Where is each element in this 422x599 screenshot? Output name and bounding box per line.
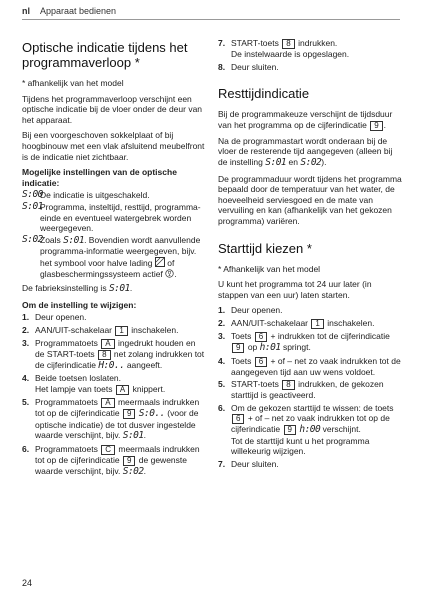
list-item: 1. Deur openen. <box>22 312 87 323</box>
key-label: 9 <box>370 121 382 131</box>
paragraph: Tijdens het programmaverloop verschijnt een optische indicatie bij de vloer onder de deur van het apparaat. <box>22 93 203 125</box>
display-code: S:01 <box>122 430 144 442</box>
list-item: 5. START-toets 8 indrukken, de gekozen starttijd is geactiveerd. <box>218 379 384 401</box>
section-title: Apparaat bedienen <box>40 6 117 16</box>
setting-item <box>22 190 206 201</box>
display-code: S:02 <box>22 233 43 245</box>
list-item: 7. Deur sluiten. <box>218 459 279 470</box>
list-item: 3. Programmatoets A ingedrukt houden en de START-toets 8 net zolang indrukken tot de cijferindicatie H:0.. aangeeft. <box>22 337 205 371</box>
asterisk-note: * Afhankelijk van het model <box>218 263 321 274</box>
key-label: 9 <box>284 425 296 435</box>
optical-indication-title: Optische indicatie tijdens het programmaverloop * <box>22 40 188 70</box>
list-item: 7. START-toets 8 indrukken. De instelwaarde is opgeslagen. <box>218 38 350 59</box>
start-steps <box>218 305 402 469</box>
half-load-icon <box>155 257 165 267</box>
key-label: 1 <box>311 319 323 329</box>
display-code: S:0.. <box>138 408 165 420</box>
change-steps-continued <box>218 38 402 72</box>
right-column <box>218 38 402 475</box>
factory-setting: De fabrieksinstelling is S:01. <box>22 283 133 295</box>
list-item: 2. AAN/UIT-schakelaar 1 inschakelen. <box>218 317 375 328</box>
key-label: 6 <box>255 357 267 367</box>
display-code: h:00 <box>299 424 321 436</box>
asterisk-note: * afhankelijk van het model <box>22 78 124 88</box>
list-item: 6. Programmatoets C meermaals indrukken tot op de cijferindicatie 9 de gewenste waarde verschijnt, bijv. S:02. <box>22 443 200 477</box>
setting-text: Zoals S:01. Bovendien wordt aanvullende programma-informatie weergegeven, bijv. het symbool voor halve lading of glasbeschermingssysteem actief . <box>40 234 201 279</box>
display-code: S:01 <box>63 234 85 246</box>
key-label: 8 <box>282 380 294 390</box>
list-item: 1. Deur openen. <box>218 305 283 316</box>
key-label: 1 <box>115 326 127 336</box>
page-header <box>22 6 116 16</box>
left-column <box>22 40 206 482</box>
paragraph: Na de programmastart wordt onderaan bij de vloer de resterende tijd aangegeven (alleen bij de instelling S:01 en S:02). <box>218 135 393 168</box>
display-code: S:00 <box>22 189 43 201</box>
settings-list <box>22 190 206 279</box>
start-time-title: Starttijd kiezen * <box>218 240 312 256</box>
setting-item <box>22 202 206 234</box>
list-item: 5. Programmatoets A meermaals indrukken tot op de cijferindicatie 9 S:0.. (voor de optische indicatie) de tot dusver ingestelde waarde verschijnt, bijv. S:01. <box>22 397 200 442</box>
key-label: 9 <box>123 456 135 466</box>
key-label: A <box>101 398 114 408</box>
display-code: S:01 <box>22 200 43 212</box>
language-code: nl <box>22 6 30 16</box>
key-label: A <box>101 339 114 349</box>
rest-time-title: Resttijdindicatie <box>218 86 310 102</box>
setting-text: De indicatie is uitgeschakeld. <box>40 190 150 201</box>
change-steps <box>22 312 206 477</box>
key-label: 9 <box>232 343 244 353</box>
glass-protection-icon <box>165 269 174 279</box>
page-number: 24 <box>22 578 33 588</box>
list-item: 2. AAN/UIT-schakelaar 1 inschakelen. <box>22 324 179 335</box>
paragraph: U kunt het programma tot 24 uur later (in stappen van een uur) laten starten. <box>218 279 372 300</box>
key-label: C <box>101 445 115 455</box>
key-label: 8 <box>282 39 294 49</box>
list-item: 8. Deur sluiten. <box>218 61 279 72</box>
header-divider <box>22 19 400 20</box>
key-label: 6 <box>232 414 244 424</box>
setting-item <box>22 235 206 279</box>
paragraph: De programmaduur wordt tijdens het programma bepaald door de temperatuur van het water, de hoeveelheid serviesgoed en de mate van vervuiling en kan (afhankelijk van het gekozen programma) variëren. <box>218 173 402 226</box>
setting-text: Programma, insteltijd, resttijd, programma-einde en eventueel watergebrek worden weergegeven. <box>40 201 201 234</box>
display-code: h:01 <box>259 341 281 353</box>
display-code: S:01 <box>108 283 130 295</box>
key-label: A <box>116 385 129 395</box>
key-label: 9 <box>123 409 135 419</box>
list-item: 4. Toets 6 + of – net zo vaak indrukken tot de aangegeven tijd aan uw wens voldoet. <box>218 355 401 377</box>
key-label: 6 <box>255 332 267 342</box>
display-code: S:02 <box>122 465 144 477</box>
key-label: 8 <box>98 350 110 360</box>
settings-heading: Mogelijke instellingen van de optische indicatie: <box>22 167 177 188</box>
list-item: 4. Beide toetsen loslaten. Het lampje van toets A knippert. <box>22 373 166 395</box>
list-item: 3. Toets 6 + indrukken tot de cijferindicatie 9 op h:01 springt. <box>218 330 390 353</box>
display-code: H:0.. <box>98 359 125 371</box>
change-heading: Om de instelling te wijzigen: <box>22 299 137 310</box>
display-code: S:01 <box>265 156 287 168</box>
list-item: 6. Om de gekozen starttijd te wissen: de toets 6 + of – net zo vaak indrukken tot op de cijferindicatie 9 h:00 verschijnt. Tot de starttijd kunt u het programma willekeurig wijzigen. <box>218 402 394 457</box>
display-code: S:02 <box>300 156 322 168</box>
paragraph: Bij een voorgeschoven sokkelplaat of bij hoogbinouw met een vlak afsluitend meubelfront is de indicatie niet zichtbaar. <box>22 130 205 162</box>
paragraph: Bij de programmakeuze verschijnt de tijdsduur van het programma op de cijferindicatie 9 . <box>218 109 393 130</box>
